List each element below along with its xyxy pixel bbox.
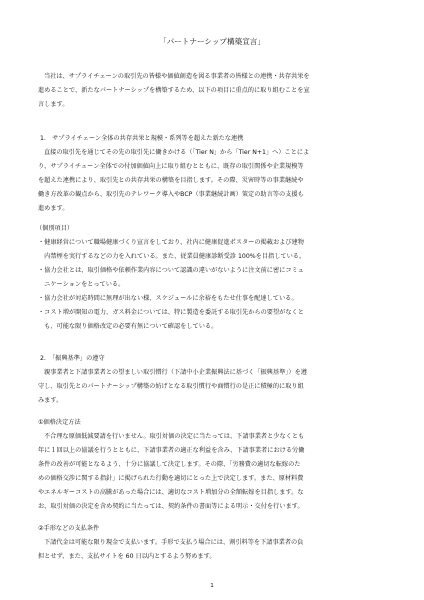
subsection-body-line: 年に１回以上の協議を行うとともに、下請事業者の適正な利益を含み、下請事業者における労働 (38, 447, 305, 454)
bullet-line: ・協力会社とは、取引価格や依頼作業内容について認識の違いがないように注文前に密にコミュ (38, 267, 304, 274)
subsection-body-line: めの価格交渉に関する指針」に掲げられた行動を適切にとった上で決定します。また、原材料費 (38, 475, 304, 482)
section-body-line: 進めます。 (38, 205, 69, 212)
bullet-line: も、可能な限り価格改定の必要有無について確認をしている。 (38, 323, 218, 330)
section-heading: 2. 「振興基準」の遵守 (40, 355, 105, 362)
bullet-line: ・コスト増が開知の電力、ガス料金については、特に製造を委託する取引先からの要望がなくと (38, 309, 304, 316)
subsection-heading: ①価格決定方法 (38, 419, 81, 426)
subheading: （個別項目） (36, 225, 74, 232)
page-number: 1 (210, 583, 214, 589)
intro-line: 言します。 (38, 101, 69, 108)
subsection-body-line: 下請代金は可能な限り現金で支払います。手形で支払う場合には、割引料等を下請事業者の負 (44, 539, 304, 546)
bullet-line: 内禁煙を実行するなどの力を入れている。また、従業員健康診断受診 100%を目指している。 (38, 253, 306, 260)
section-body-line: 働き方改革の観点から、取引先のテレワーク導入やBCP（事業継続計画）策定の助言等の支援も (38, 191, 304, 198)
bullet-line: ・健康経営について職場健康づくり宣言をしており、社内に健康促進ポスターの掲載および建物 (38, 239, 304, 246)
subsection-body-line: 不合理な原価低減要請を行いません。取引対価の決定に当たっては、下請事業者と少なくとも (44, 433, 305, 440)
subsection-body-line: 条件の改善が可能となるよう、十分に協議して決定します。その際、「労務費の適切な転嫁のた (38, 461, 301, 468)
subsection-body-line: お、取引対価の決定を含め契約に当たっては、契約条件の書面等による明示・交付を行います。 (38, 503, 304, 510)
section-heading: 1. サプライチェーン全体の共存共栄と規模・系列等を超えた新たな連携 (40, 135, 244, 142)
bullet-line: ニケーションをとっている。 (38, 281, 125, 288)
subsection-heading: ②手形などの支払条件 (38, 525, 100, 532)
section-body-line: 親事業者と下請事業者との望ましい取引慣行（下請中小企業振興法に基づく「振興基準」）を遵 (44, 369, 307, 376)
document-title: 「パートナーシップ構築宣言」 (158, 37, 265, 46)
intro-line: 当社は、サプライチェーンの取引先の皆様や価値創造を図る事業者の皆様との連携・共存共栄を (44, 73, 310, 80)
section-body-line: 直接の取引先を通じてその先の取引先に働きかける（「Tier N」から「Tier N+1」へ）ことによ (44, 149, 310, 156)
subsection-body-line: 担とせず、また、支払サイトを 60 日以内とするよう努めます。 (38, 553, 216, 560)
subsection-body-line: やエネルギーコストの高騰があった場合には、適切なコスト増加分の全額転嫁を目指します。な (38, 489, 304, 496)
intro-line: 進めることで、新たなパートナーシップを構築するため、以下の項目に重点的に取り組むことを宣 (38, 87, 310, 94)
section-body-line: みます。 (38, 397, 63, 404)
section-body-line: 守し、取引先とのパートナーシップ構築の妨げとなる取引慣行や商慣行の是正に積極的に取り組 (38, 383, 304, 390)
section-body-line: を超えた連携により、取引先との共存共栄の構築を目指します。その際、災害時等の事業継続や (38, 177, 304, 184)
section-body-line: り、サプライチェーン全体での付加価値向上に取り組むとともに、既存の取引関係や企業規模等 (38, 163, 304, 170)
bullet-line: ・協力会社が対応時間に無理が出ない様、スケジュールに余裕をもたせ仕事を配達している。 (38, 295, 298, 302)
